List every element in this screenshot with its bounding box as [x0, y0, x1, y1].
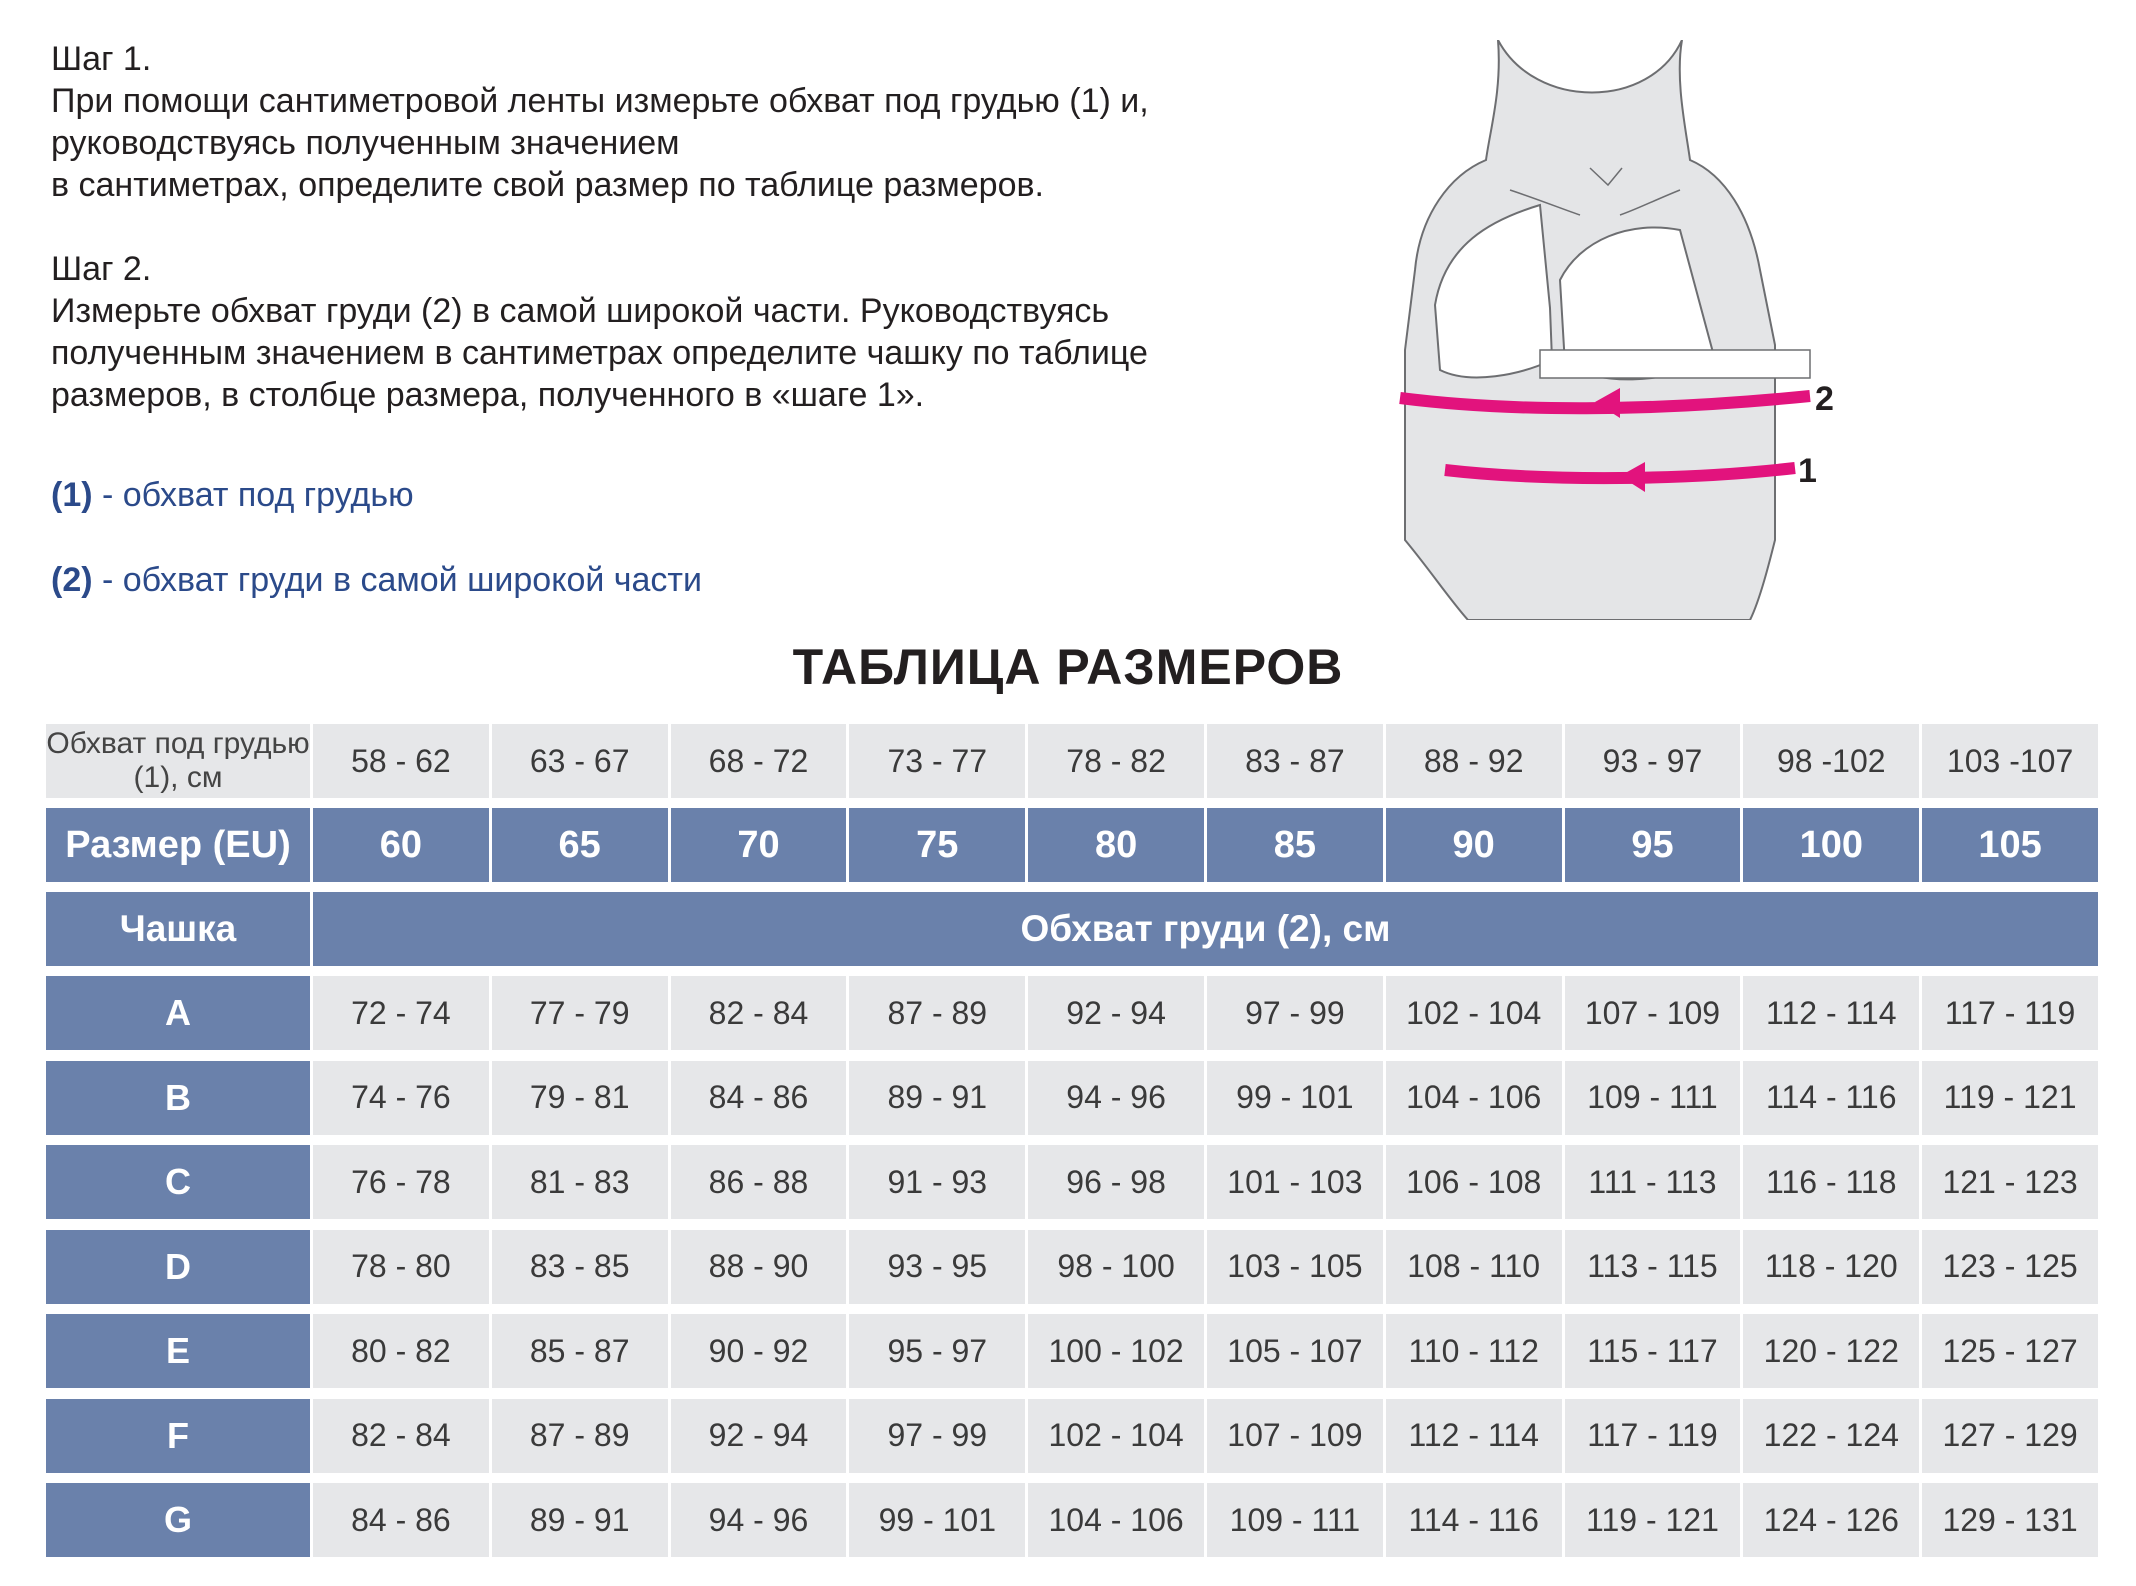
bust-cell: 76 - 78 — [310, 1145, 489, 1219]
cup-row — [46, 1399, 2098, 1473]
bust-cell: 82 - 84 — [310, 1399, 489, 1473]
size-cell: 70 — [668, 808, 847, 882]
bust-cell: 81 - 83 — [489, 1145, 668, 1219]
step1-line: При помощи сантиметровой ленты измерьте обхват под грудью (1) и, — [51, 82, 1149, 120]
underbust-cell: 88 - 92 — [1383, 724, 1562, 798]
underbust-cell: 98 -102 — [1740, 724, 1919, 798]
bust-cell: 110 - 112 — [1383, 1314, 1562, 1388]
instructions — [51, 38, 1291, 416]
step1-title: Шаг 1. — [51, 40, 152, 78]
cup-row — [46, 1145, 2098, 1219]
size-cell: 90 — [1383, 808, 1562, 882]
bust-cell: 104 - 106 — [1025, 1483, 1204, 1557]
size-label: Размер (EU) — [46, 808, 310, 882]
bust-cell: 111 - 113 — [1562, 1145, 1741, 1219]
size-cell: 95 — [1562, 808, 1741, 882]
bust-cell: 101 - 103 — [1204, 1145, 1383, 1219]
bust-cell: 92 - 94 — [668, 1399, 847, 1473]
bust-cell: 120 - 122 — [1740, 1314, 1919, 1388]
bust-cell: 77 - 79 — [489, 976, 668, 1050]
underbust-cell: 83 - 87 — [1204, 724, 1383, 798]
bust-cell: 116 - 118 — [1740, 1145, 1919, 1219]
size-cell: 80 — [1025, 808, 1204, 882]
bust-cell: 93 - 95 — [846, 1230, 1025, 1304]
legend-marker-2: (2) — [51, 561, 93, 599]
underbust-cell: 93 - 97 — [1562, 724, 1741, 798]
underbust-cell: 68 - 72 — [668, 724, 847, 798]
bust-cell: 107 - 109 — [1562, 976, 1741, 1050]
bust-cell: 92 - 94 — [1025, 976, 1204, 1050]
bust-cell: 119 - 121 — [1919, 1061, 2098, 1135]
bust-cell: 78 - 80 — [310, 1230, 489, 1304]
cup-row — [46, 976, 2098, 1050]
bust-cell: 85 - 87 — [489, 1314, 668, 1388]
bust-cell: 117 - 119 — [1562, 1399, 1741, 1473]
bust-cell: 102 - 104 — [1025, 1399, 1204, 1473]
bust-cell: 117 - 119 — [1919, 976, 2098, 1050]
size-cell: 65 — [489, 808, 668, 882]
step1-line: в сантиметрах, определите свой размер по таблице размеров. — [51, 166, 1045, 204]
bust-cell: 82 - 84 — [668, 976, 847, 1050]
bust-cell: 87 - 89 — [489, 1399, 668, 1473]
bust-cell: 86 - 88 — [668, 1145, 847, 1219]
bust-cell: 114 - 116 — [1383, 1483, 1562, 1557]
bust-cell: 119 - 121 — [1562, 1483, 1741, 1557]
bust-cell: 121 - 123 — [1919, 1145, 2098, 1219]
bust-cell: 94 - 96 — [668, 1483, 847, 1557]
bust-cell: 115 - 117 — [1562, 1314, 1741, 1388]
cup-header-row — [46, 892, 2098, 966]
cup-letter: E — [46, 1314, 310, 1388]
bust-cell: 88 - 90 — [668, 1230, 847, 1304]
bust-cell: 99 - 101 — [846, 1483, 1025, 1557]
table-title: ТАБЛИЦА РАЗМЕРОВ — [792, 639, 1344, 695]
bust-cell: 103 - 105 — [1204, 1230, 1383, 1304]
bust-cell: 122 - 124 — [1740, 1399, 1919, 1473]
bust-cell: 125 - 127 — [1919, 1314, 2098, 1388]
bust-cell: 89 - 91 — [489, 1483, 668, 1557]
step2-line: Измерьте обхват груди (2) в самой широкой части. Руководствуясь — [51, 292, 1110, 330]
bust-cell: 107 - 109 — [1204, 1399, 1383, 1473]
cup-row — [46, 1314, 2098, 1388]
bust-cell: 112 - 114 — [1383, 1399, 1562, 1473]
cup-row — [46, 1483, 2098, 1557]
bust-cell: 97 - 99 — [1204, 976, 1383, 1050]
bust-cell: 109 - 111 — [1204, 1483, 1383, 1557]
step2-title: Шаг 2. — [51, 250, 152, 288]
cup-letter: A — [46, 976, 310, 1050]
cup-row — [46, 1230, 2098, 1304]
bust-cell: 129 - 131 — [1919, 1483, 2098, 1557]
step2-line: размеров, в столбце размера, полученного в «шаге 1». — [51, 376, 925, 414]
size-cell: 85 — [1204, 808, 1383, 882]
underbust-cell: 103 -107 — [1919, 724, 2098, 798]
bust-cell: 102 - 104 — [1383, 976, 1562, 1050]
bust-cell: 72 - 74 — [310, 976, 489, 1050]
bust-cell: 104 - 106 — [1383, 1061, 1562, 1135]
bust-header: Обхват груди (2), см — [310, 892, 2098, 966]
legend-underbust — [51, 476, 414, 515]
legend-text-2: - обхват груди в самой широкой части — [92, 561, 702, 599]
cup-letter: F — [46, 1399, 310, 1473]
cup-row — [46, 1061, 2098, 1135]
bust-cell: 91 - 93 — [846, 1145, 1025, 1219]
bust-cell: 89 - 91 — [846, 1061, 1025, 1135]
bust-cell: 84 - 86 — [668, 1061, 847, 1135]
underbust-cell: 78 - 82 — [1025, 724, 1204, 798]
cup-letter: G — [46, 1483, 310, 1557]
underbust-label: Обхват под грудью (1), см — [46, 724, 310, 798]
size-cell: 60 — [310, 808, 489, 882]
bust-cell: 84 - 86 — [310, 1483, 489, 1557]
bust-cell: 109 - 111 — [1562, 1061, 1741, 1135]
bust-cell: 94 - 96 — [1025, 1061, 1204, 1135]
cup-letter: B — [46, 1061, 310, 1135]
bust-cell: 79 - 81 — [489, 1061, 668, 1135]
torso-measurement-illustration — [1390, 40, 1840, 620]
bust-cell: 123 - 125 — [1919, 1230, 2098, 1304]
figure-label-2: 2 — [1815, 380, 1834, 418]
bust-cell: 96 - 98 — [1025, 1145, 1204, 1219]
bust-cell: 87 - 89 — [846, 976, 1025, 1050]
legend-text-1: - обхват под грудью — [92, 476, 414, 514]
bust-cell: 95 - 97 — [846, 1314, 1025, 1388]
bust-cell: 127 - 129 — [1919, 1399, 2098, 1473]
cup-letter: D — [46, 1230, 310, 1304]
step1-line: руководствуясь полученным значением — [51, 124, 680, 162]
underbust-cell: 58 - 62 — [310, 724, 489, 798]
figure-label-1: 1 — [1798, 452, 1817, 490]
step2-line: полученным значением в сантиметрах определите чашку по таблице — [51, 334, 1148, 372]
bust-cell: 124 - 126 — [1740, 1483, 1919, 1557]
bust-cell: 83 - 85 — [489, 1230, 668, 1304]
bust-cell: 113 - 115 — [1562, 1230, 1741, 1304]
size-cell: 75 — [846, 808, 1025, 882]
bust-cell: 106 - 108 — [1383, 1145, 1562, 1219]
bust-cell: 97 - 99 — [846, 1399, 1025, 1473]
legend-bust — [51, 561, 702, 600]
bust-cell: 108 - 110 — [1383, 1230, 1562, 1304]
size-cell: 105 — [1919, 808, 2098, 882]
bust-cell: 112 - 114 — [1740, 976, 1919, 1050]
size-row — [46, 808, 2098, 882]
bust-cell: 74 - 76 — [310, 1061, 489, 1135]
bust-cell: 118 - 120 — [1740, 1230, 1919, 1304]
cup-letter: C — [46, 1145, 310, 1219]
bust-cell: 99 - 101 — [1204, 1061, 1383, 1135]
legend-marker-1: (1) — [51, 476, 93, 514]
underbust-cell: 63 - 67 — [489, 724, 668, 798]
bust-cell: 100 - 102 — [1025, 1314, 1204, 1388]
cup-label: Чашка — [46, 892, 310, 966]
underbust-row — [46, 724, 2098, 798]
bust-cell: 114 - 116 — [1740, 1061, 1919, 1135]
bust-cell: 105 - 107 — [1204, 1314, 1383, 1388]
size-cell: 100 — [1740, 808, 1919, 882]
bust-cell: 80 - 82 — [310, 1314, 489, 1388]
bust-cell: 98 - 100 — [1025, 1230, 1204, 1304]
bust-cell: 90 - 92 — [668, 1314, 847, 1388]
underbust-cell: 73 - 77 — [846, 724, 1025, 798]
